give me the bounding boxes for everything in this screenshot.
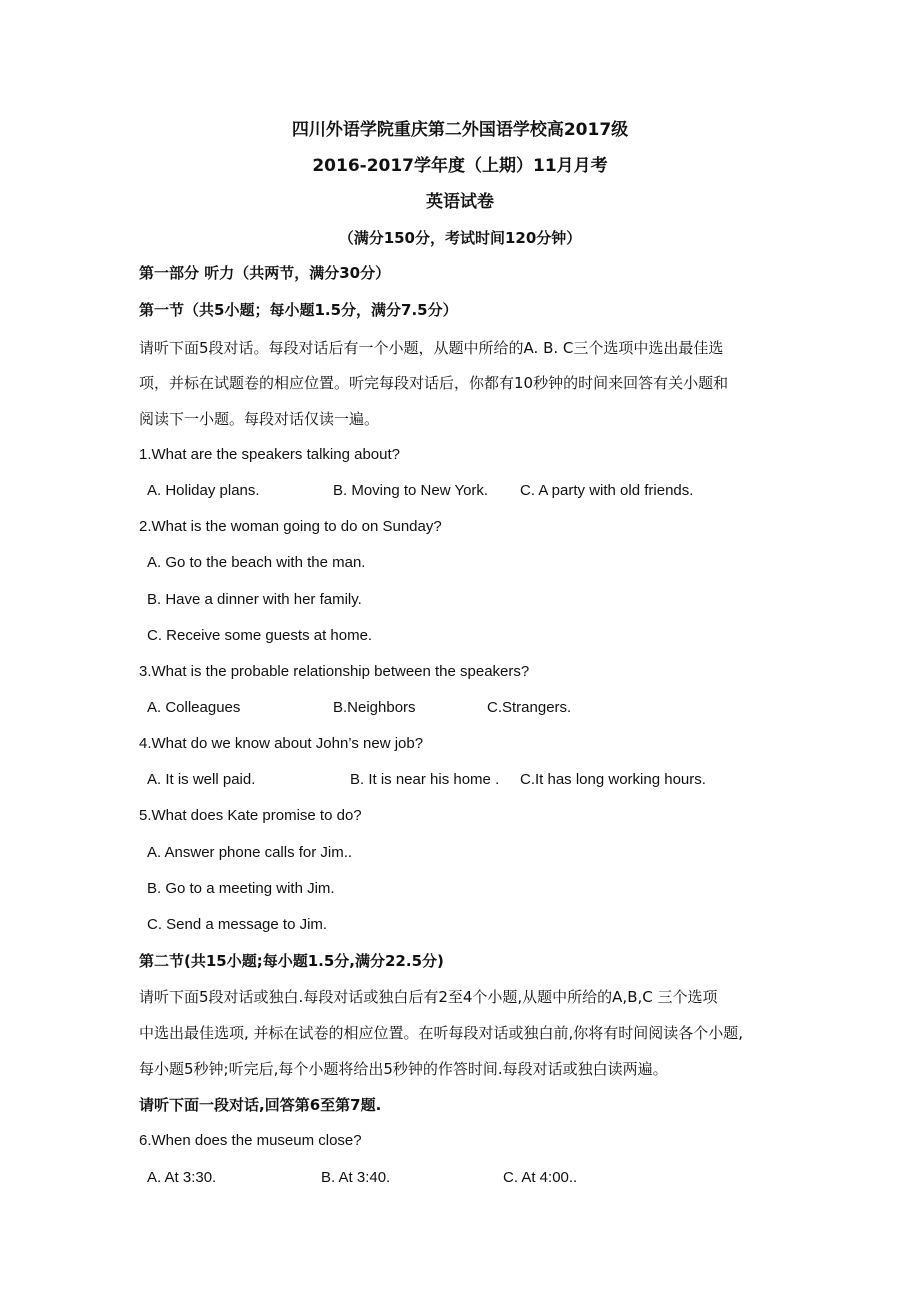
section1-heading: 第一节（共5小题；每小题1.5分，满分7.5分） [139, 301, 458, 319]
option-b: B. Have a dinner with her family. [147, 591, 362, 608]
option-c: C.It has long working hours. [520, 771, 706, 788]
question-6: 6.When does the museum close? [139, 1132, 362, 1149]
option-a: A. Go to the beach with the man. [147, 554, 366, 571]
option-b: B. Moving to New York. [333, 482, 489, 499]
option-c: C. Receive some guests at home. [147, 627, 373, 644]
exam-title: 四川外语学院重庆第二外国语学校高2017级 [291, 120, 629, 140]
section2-heading: 第二节(共15小题;每小题1.5分,满分22.5分) [139, 952, 444, 970]
instruction-line: 中选出最佳选项, 并标在试卷的相应位置。在听每段对话或独白前,你将有时间阅读各个小题, [139, 1024, 744, 1042]
section2-subheading: 请听下面一段对话,回答第6至第7题. [139, 1096, 382, 1114]
option-b: B. It is near his home . [350, 771, 500, 788]
question-1: 1.What are the speakers talking about? [139, 446, 400, 463]
instruction-line: 请听下面5段对话。每段对话后有一个小题，从题中所给的A. B. C三个选项中选出最佳选 [139, 339, 724, 357]
question-5: 5.What does Kate promise to do? [139, 807, 362, 824]
option-c: C. At 4:00.. [503, 1169, 578, 1186]
exam-subject: 英语试卷 [426, 192, 494, 212]
part1-heading: 第一部分 听力（共两节，满分30分） [139, 264, 391, 282]
instruction-line: 每小题5秒钟;听完后,每个小题将给出5秒钟的作答时间.每段对话或独白读两遍。 [139, 1060, 668, 1078]
option-c: C. Send a message to Jim. [147, 916, 328, 933]
exam-term: 2016-2017学年度（上期）11月月考 [312, 156, 608, 176]
option-a: A. Colleagues [147, 699, 241, 716]
option-b: B. At 3:40. [321, 1169, 391, 1186]
option-a: A. At 3:30. [147, 1169, 217, 1186]
question-4: 4.What do we know about John’s new job? [139, 735, 424, 752]
option-a: A. Answer phone calls for Jim.. [147, 844, 353, 861]
option-b: B. Go to a meeting with Jim. [147, 880, 335, 897]
instruction-line: 阅读下一小题。每段对话仅读一遍。 [139, 410, 380, 428]
score-note: （满分150分，考试时间120分钟） [338, 229, 582, 247]
question-2: 2.What is the woman going to do on Sunday? [139, 518, 442, 535]
option-b: B.Neighbors [333, 699, 416, 716]
instruction-line: 项，并标在试题卷的相应位置。听完每段对话后，你都有10秒钟的时间来回答有关小题和 [139, 374, 729, 392]
instruction-line: 请听下面5段对话或独白.每段对话或独白后有2至4个小题,从题中所给的A,B,C 三个选项 [139, 988, 718, 1006]
option-a: A. It is well paid. [147, 771, 256, 788]
option-c: C. A party with old friends. [520, 482, 694, 499]
option-c: C.Strangers. [487, 699, 572, 716]
question-3: 3.What is the probable relationship between the speakers? [139, 663, 530, 680]
option-a: A. Holiday plans. [147, 482, 260, 499]
